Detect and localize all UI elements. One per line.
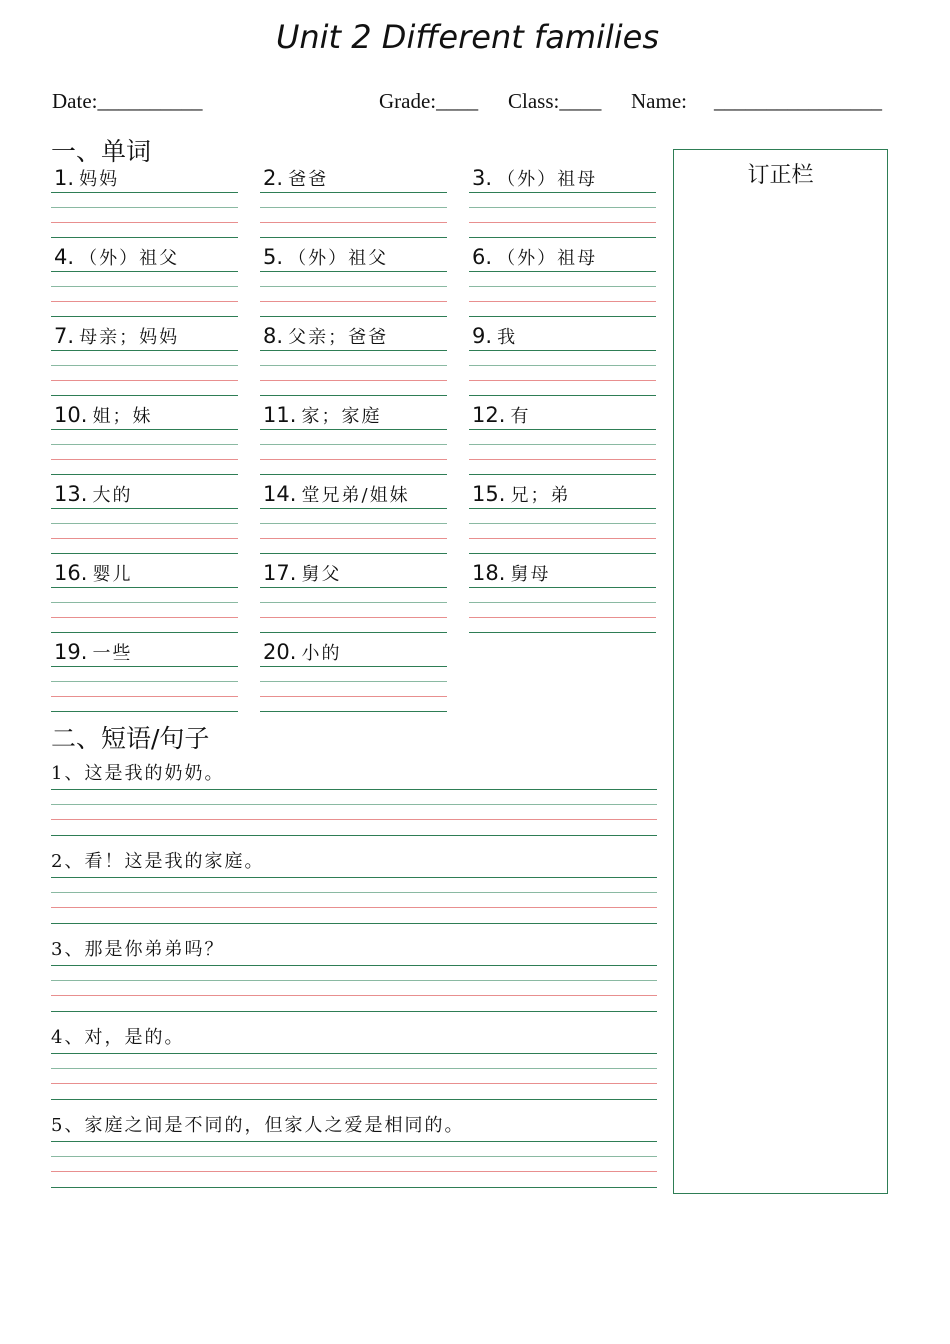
word-item [260,639,447,711]
word-number: 17. [263,561,297,585]
word-meaning: 家；家庭 [301,406,382,427]
word-item [469,560,656,632]
word-number: 15. [472,482,506,506]
word-meaning: （外）祖父 [79,248,180,269]
word-item [51,639,238,711]
sentence-item [51,1027,657,1100]
word-meaning: 父亲；爸爸 [288,327,389,348]
sentence-text: 3、那是你弟弟吗？ [51,939,225,960]
word-number: 18. [472,561,506,585]
word-item [51,481,238,553]
sentence-text: 2、看！这是我的家庭。 [51,851,265,872]
word-meaning: 母亲；妈妈 [79,327,180,348]
word-item [469,244,656,316]
word-meaning: 妈妈 [79,169,120,190]
word-number: 1. [54,166,75,190]
word-number: 4. [54,245,75,269]
word-meaning: 堂兄弟/姐妹 [301,485,410,506]
word-meaning: 爸爸 [288,169,329,190]
word-number: 6. [472,245,493,269]
word-item [469,481,656,553]
word-number: 10. [54,403,88,427]
sentence-text: 4、对，是的。 [51,1027,185,1048]
word-number: 11. [263,403,297,427]
word-item [51,560,238,632]
word-item [469,323,656,395]
correction-box-title: 订正栏 [747,163,814,188]
word-meaning: 有 [510,406,531,427]
sentence-text: 5、家庭之间是不同的，但家人之爱是相同的。 [51,1115,465,1136]
worksheet-title: Unit 2 Different families [275,18,660,56]
word-number: 3. [472,166,493,190]
word-item [51,323,238,395]
word-meaning: 姐；妹 [92,406,153,427]
word-item [51,165,238,237]
word-number: 12. [472,403,506,427]
word-number: 19. [54,640,88,664]
word-meaning: 小的 [301,643,342,664]
word-item [260,560,447,632]
sentence-item [51,1115,657,1188]
word-item [51,244,238,316]
word-item [260,481,447,553]
word-number: 7. [54,324,75,348]
word-item [260,323,447,395]
word-meaning: 我 [497,327,518,348]
word-number: 9. [472,324,493,348]
word-number: 8. [263,324,284,348]
sentence-item [51,851,657,924]
word-item [260,165,447,237]
section-sentences-title: 二、短语/句子 [51,724,210,753]
word-meaning: 兄；弟 [510,485,571,506]
date-field: Date:__________ [52,89,203,113]
sentence-item [51,939,657,1012]
word-number: 5. [263,245,284,269]
word-meaning: （外）祖父 [288,248,389,269]
name-line: ________________ [714,89,882,113]
word-number: 20. [263,640,297,664]
grade-field: Grade:____ [379,89,479,113]
word-meaning: 大的 [92,485,133,506]
word-meaning: 舅父 [301,564,342,585]
word-number: 14. [263,482,297,506]
correction-box [673,149,888,1194]
word-meaning: （外）祖母 [497,248,598,269]
word-item [469,165,656,237]
word-item [260,402,447,474]
name-label: Name: [631,89,687,113]
word-item [469,402,656,474]
word-meaning: 婴儿 [92,564,133,585]
word-meaning: 一些 [92,643,133,664]
word-number: 16. [54,561,88,585]
word-number: 2. [263,166,284,190]
sentence-item [51,763,657,836]
section-vocabulary-title: 一、单词 [51,137,152,166]
word-number: 13. [54,482,88,506]
word-meaning: （外）祖母 [497,169,598,190]
word-meaning: 舅母 [510,564,551,585]
word-item [51,402,238,474]
class-field: Class:____ [508,89,602,113]
sentence-text: 1、这是我的奶奶。 [51,763,225,784]
word-item [260,244,447,316]
